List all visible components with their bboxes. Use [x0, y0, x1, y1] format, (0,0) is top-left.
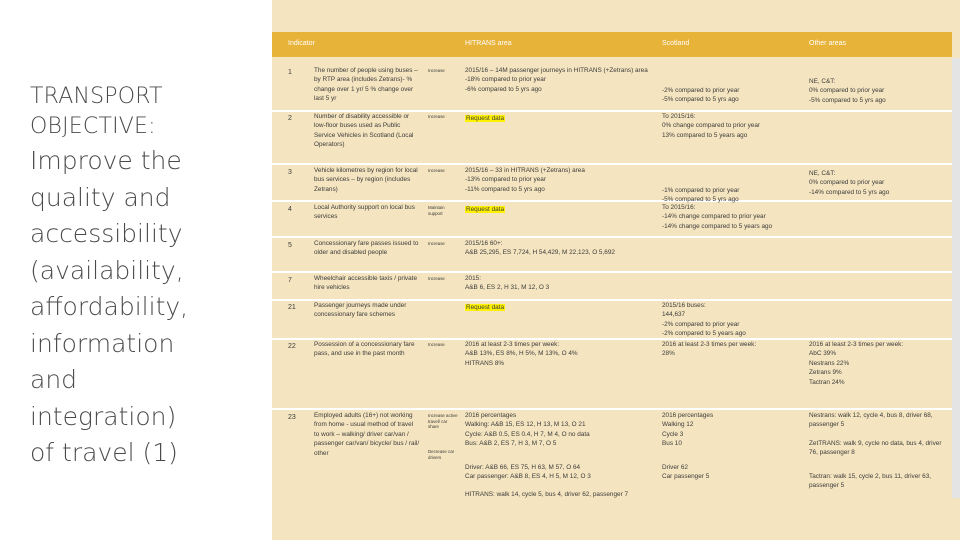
row-scotland: To 2015/16: 0% change compared to prior year 13% compared to 5 years ago: [662, 113, 761, 139]
row-number: 7: [288, 277, 292, 284]
row-indicator: Wheelchair accessible taxis / private hire vehicles: [314, 275, 418, 292]
row-direction-2: Decrease car drivers: [428, 449, 455, 460]
objective-body-9: of travel (1): [30, 438, 178, 467]
objective-body-6: information: [30, 328, 175, 358]
row-number: 4: [288, 206, 292, 213]
objective-body-7: and: [30, 365, 78, 394]
objective-body-5: affordability,: [30, 292, 189, 321]
objective-body-1: Improve the: [30, 146, 182, 175]
row-scotland: To 2015/16: -14% change compared to prior year -14% change compared to 5 years ago: [662, 204, 773, 230]
row-hitrans-3: HITRANS: walk 14, cycle 5, bus 4, driver 62, passenger 7: [465, 491, 629, 498]
row-separator: [272, 236, 952, 238]
row-hitrans: [465, 303, 505, 312]
request-data-highlight: Request data: [466, 304, 505, 311]
row-hitrans: 2015/16 60+: A&B 25,295, ES 7,724, H 54,429, M 22,123, O 5,692: [465, 240, 615, 257]
row-direction: Increase: [428, 114, 445, 119]
row-number: 23: [288, 414, 296, 421]
request-data-highlight: Request data: [466, 206, 505, 213]
row-direction: Increase active travel/ car share: [428, 413, 458, 430]
row-number: 3: [288, 169, 292, 176]
row-indicator: The number of people using buses – by RTP area (includes Zetrans)- % change over 1 yr/ 5 % change over last 5 yr: [314, 67, 418, 103]
row-separator: [272, 271, 952, 273]
row-hitrans: 2016 percentages Walking: A&B 15, ES 12, H 13, M 13, O 21 Cycle: A&B 0.5, ES 0.4, H 7, M 4, O no data Bus: A&B 2, ES 7, H 3, M 7, O 5: [465, 412, 590, 448]
row-direction: Increase: [428, 241, 445, 246]
header-hitrans: HITRANS area: [465, 40, 512, 47]
row-indicator: Possession of a concessionary fare pass, and use in the past month: [314, 341, 415, 358]
row-scotland-2: Driver 62 Car passenger 5: [662, 464, 710, 481]
row-number: 2: [288, 115, 292, 122]
row-hitrans: 2015/16 – 33 in HITRANS (+Zetrans) area -13% compared to prior year -11% compared to 5 yrs ago: [465, 167, 585, 193]
row-scotland: 2015/16 buses: 144,637 -2% compared to prior year -2% compared to 5 years ago: [662, 302, 746, 338]
row-number: 5: [288, 242, 292, 249]
objective-line-1: TRANSPORT: [30, 84, 163, 109]
row-other: NE, C&T: 0% compared to prior year -5% compared to 5 yrs ago: [809, 78, 886, 104]
row-scotland: -2% compared to prior year -5% compared to 5 yrs ago: [662, 87, 740, 104]
slide-edge: [952, 58, 960, 498]
row-direction: Maintain support: [428, 205, 445, 216]
row-indicator: Vehicle kilometres by region for local bus services – by region (includes Zetrans): [314, 167, 418, 193]
row-indicator: Concessionary fare passes issued to older and disabled people: [314, 240, 419, 257]
indicator-table: [272, 0, 960, 540]
objective-body-3: accessibility: [30, 219, 183, 248]
row-number: 21: [288, 304, 296, 311]
request-data-highlight: Request data: [466, 115, 505, 122]
row-direction: Increase: [428, 342, 445, 347]
row-scotland: 2016 at least 2-3 times per week: 28%: [662, 341, 757, 358]
header-other: Other areas: [809, 40, 846, 47]
row-indicator: Number of disability accessible or low-floor buses used as Public Service Vehicles in Scotland (Local Operators): [314, 113, 414, 149]
row-hitrans: 2016 at least 2-3 times per week: A&B 13%, ES 8%, H 5%, M 13%, O 4% HITRANS 8%: [465, 341, 578, 367]
row-direction: Increase: [428, 168, 445, 173]
row-other: NE, C&T: 0% compared to prior year -14% compared to 5 yrs ago: [809, 170, 890, 196]
objective-body-2: quality and: [30, 182, 171, 212]
row-other-3: Tactran: walk 15, cycle 2, bus 11, driver 63, passenger 5: [809, 473, 932, 490]
row-hitrans: [465, 114, 505, 123]
row-direction: Increase: [428, 68, 445, 73]
row-hitrans: 2015: A&B 6, ES 2, H 31, M 12, O 3: [465, 275, 550, 292]
row-hitrans: [465, 205, 505, 214]
row-other-2: ZetTRANS: walk 9, cycle no data, bus 4, driver 76, passenger 8: [809, 440, 942, 457]
row-hitrans-2: Driver: A&B 66, ES 75, H 63, M 57, O 64 Car passenger: A&B 8, ES 4, H 5, M 12, O 3: [465, 464, 591, 481]
row-separator: [272, 408, 952, 410]
row-scotland: 2016 percentages Walking 12 Cycle 3 Bus 10: [662, 412, 714, 448]
header-indicator: Indicator: [288, 40, 315, 47]
header-scotland: Scotland: [662, 40, 690, 47]
row-hitrans: 2015/16 – 14M passenger journeys in HITRANS (+Zetrans) area -18% compared to prior year -6% compared to 5 yrs ago: [465, 67, 648, 93]
row-indicator: Passenger journeys made under concessionary fare schemes: [314, 302, 407, 319]
row-number: 1: [288, 69, 292, 76]
row-separator: [272, 163, 952, 165]
row-direction: Increase: [428, 276, 445, 281]
row-indicator: Employed adults (16+) not working from home - usual method of travel to work – walking/ driver car/van / passenger car/van/ bicycle/ bus / rail/ other: [314, 412, 420, 457]
transport-objective: [30, 82, 270, 471]
objective-body-8: integration): [30, 401, 177, 431]
row-separator: [272, 200, 952, 202]
table-header-row: [272, 32, 952, 57]
objective-body-4: (availability,: [30, 255, 184, 285]
row-scotland: -1% compared to prior year -5% compared to 5 yrs ago: [662, 187, 740, 204]
row-other: Nestrans: walk 12, cycle 4, bus 8, driver 68, passenger 5: [809, 412, 933, 429]
row-indicator: Local Authority support on local bus services: [314, 204, 415, 221]
row-other: 2016 at least 2-3 times per week: AbC 39% Nestrans 22% Zetrans 9% Tactran 24%: [809, 341, 904, 386]
row-number: 22: [288, 343, 296, 350]
objective-line-2: OBJECTIVE:: [30, 114, 156, 139]
